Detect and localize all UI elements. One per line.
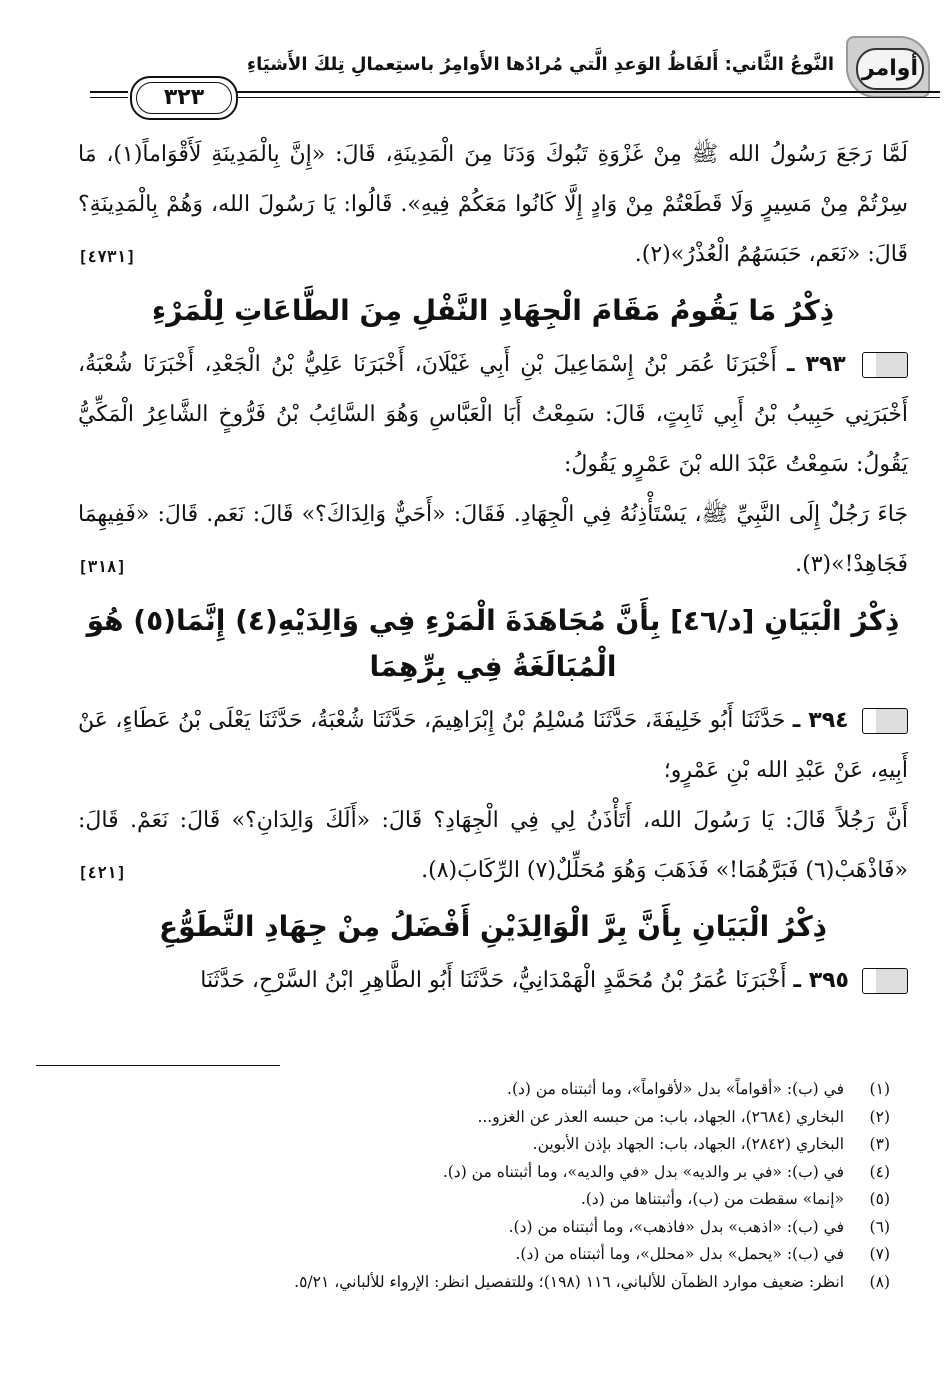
footnote-text: البخاري (٢٨٤٢)، الجهاد، باب: الجهاد بإذن الأبوين. (532, 1135, 844, 1153)
footnote (100, 1159, 890, 1187)
section-badge (846, 36, 930, 98)
hadith-text-content: جَاءَ رَجُلٌ إِلَى النَّبِيِّ ﷺ، يَسْتَأْذِنُهُ فِي الْجِهَادِ. فَقَالَ: «أَحَيٌّ وَالِدَاكَ؟» قَالَ: نَعَم. قَالَ: «فَفِيهِمَا فَجَاهِدْ!»(٣). (78, 502, 908, 577)
footnote-text: في (ب): «أقواماً» بدل «لأقواماً»، وما أثبتناه من (د). (507, 1080, 844, 1098)
footnote-number: (٤) (869, 1162, 890, 1181)
footnote (100, 1186, 890, 1214)
isnad-paragraph (78, 956, 908, 1006)
footnote-number: (٧) (869, 1245, 890, 1263)
hadith-text (78, 490, 908, 590)
footnotes (100, 1076, 890, 1296)
hadith-marker-icon (862, 968, 908, 994)
page-header (60, 36, 930, 116)
badge-label: أوامر (856, 48, 924, 90)
footnote-text: في (ب): «اذهب» بدل «فاذهب»، وما أثبتناه من (د). (508, 1217, 844, 1236)
reference-number: [٤٢١] (78, 863, 127, 882)
hadith-number: ٣٩٤ ـ (792, 708, 849, 733)
header-rule (236, 97, 940, 98)
hadith-marker-icon (862, 708, 908, 734)
footnote-number: (٥) (869, 1190, 890, 1208)
footnote-text: «إنما» سقطت من (ب)، وأثبتناها من (د). (580, 1190, 844, 1208)
footnote-separator (36, 1065, 280, 1066)
reference-number: [٣١٨] (78, 557, 127, 576)
chapter-heading: ذِكْرُ الْبَيَانِ بِأَنَّ بِرَّ الْوَالِدَيْنِ أَفْضَلُ مِنْ جِهَادِ التَّطَوُّعِ (158, 910, 828, 943)
hadith-marker-icon (862, 352, 908, 378)
header-rule (236, 91, 940, 93)
isnad-text: أَخْبَرَنَا عُمَرُ بْنُ مُحَمَّدٍ الْهَمْدَانِيُّ، حَدَّثَنَا أَبُو الطَّاهِرِ ابْنُ السَّرْحِ، حَدَّثَنَا (200, 968, 787, 993)
header-rule (90, 97, 128, 98)
footnote-text: في (ب): «يحمل» بدل «محلل»، وما أثبتناه من (د). (515, 1245, 844, 1263)
footnote-number: (٣) (869, 1135, 890, 1153)
footnote (100, 1131, 890, 1159)
isnad-paragraph (78, 340, 908, 490)
isnad-text: حَدَّثَنَا أَبُو خَلِيفَةَ، حَدَّثَنَا مُسْلِمُ بْنُ إِبْرَاهِيمَ، حَدَّثَنَا شُعْبَةُ، حَدَّثَنَا يَعْلَى بْنُ عَطَاءٍ، عَنْ أَبِيهِ، عَنْ عَبْدِ الله بْنِ عَمْرٍو؛ (78, 708, 908, 783)
footnote (100, 1076, 890, 1104)
footnote-text: في (ب): «في بر والديه» بدل «في والديه»، وما أثبتناه من (د). (442, 1162, 844, 1181)
header-rule (90, 91, 128, 93)
hadith-text-content: أَنَّ رَجُلاً قَالَ: يَا رَسُولَ الله، أَتَأْذَنُ لِي فِي الْجِهَادِ؟ قَالَ: «أَلَكَ وَالِدَانِ؟» قَالَ: نَعَمْ. قَالَ: «فَاذْهَبْ(٦) فَبَرَّهُمَا!» فَذَهَبَ وَهُوَ مُحَلِّلٌ(٧) الرِّكَابَ(٨). (78, 808, 908, 883)
hadith-number: ٣٩٣ ـ (787, 352, 846, 377)
footnote (100, 1214, 890, 1242)
footnote (100, 1241, 890, 1269)
hadith-number: ٣٩٥ ـ (793, 968, 849, 993)
running-title: النَّوعُ الثَّاني: أَلفَاظُ الوَعدِ الَّتي مُرادُها الأَوامِرُ باستِعمالِ تِلكَ الأَشيَاءِ (246, 54, 834, 75)
footnote-number: (٢) (869, 1107, 890, 1126)
isnad-paragraph (78, 696, 908, 796)
chapter-heading: ذِكْرُ مَا يَقُومُ مَقَامَ الْجِهَادِ النَّفْلِ مِنَ الطَّاعَاتِ لِلْمَرْءِ (151, 294, 835, 327)
footnote-number: (٦) (869, 1217, 890, 1236)
hadith-text (78, 796, 908, 896)
hadith-text (78, 130, 908, 280)
footnote (100, 1269, 890, 1297)
footnote-text: البخاري (٢٦٨٤)، الجهاد، باب: من حبسه العذر عن الغزو... (477, 1107, 844, 1126)
page-number-box (130, 76, 238, 120)
footnote-number: (١) (869, 1080, 890, 1098)
main-text (78, 130, 908, 1006)
footnote-number: (٨) (869, 1272, 890, 1291)
footnote (100, 1104, 890, 1132)
isnad-text: أَخْبَرَنَا عُمَر بْنُ إِسْمَاعِيلَ بْنِ أَبِي غَيْلَانَ، أَخْبَرَنَا عَلِيُّ بْنُ الْجَعْدِ، أَخْبَرَنَا شُعْبَةُ، أَخْبَرَنِي حَبِيبُ بْنُ أَبِي ثَابِتٍ، قَالَ: سَمِعْتُ أَبَا الْعَبَّاسِ وَهُوَ السَّائِبُ بْنُ فَرُّوخٍ الشَّاعِرُ الْمَكِّيُّ يَقُولُ: سَمِعْتُ عَبْدَ الله بْنَ عَمْرٍو يَقُولُ: (78, 352, 908, 477)
page-number: ٣٢٣ (136, 82, 232, 114)
reference-number: [٤٧٣١] (78, 247, 136, 266)
chapter-heading: ذِكْرُ الْبَيَانِ [د/٤٦] بِأَنَّ مُجَاهَدَةَ الْمَرْءِ فِي وَالِدَيْهِ(٤) إِنَّمَا(٥) هُوَ الْمُبَالَغَةُ فِي بِرِّهِمَا (86, 604, 900, 683)
hadith-text-content: لَمَّا رَجَعَ رَسُولُ الله ﷺ مِنْ غَزْوَةِ تَبُوكَ وَدَنَا مِنَ الْمَدِينَةِ، قَالَ: «إِنَّ بِالْمَدِينَةِ لَأَقْوَاماً(١)، مَا سِرْتُمْ مِنْ مَسِيرٍ وَلَا قَطَعْتُمْ مِنْ وَادٍ إِلَّا كَانُوا مَعَكُمْ فِيهِ». قَالُوا: يَا رَسُولَ الله، وَهُمْ بِالْمَدِينَةِ؟ قَالَ: «نَعَم، حَبَسَهُمُ الْعُذْرُ»(٢). (78, 142, 908, 267)
footnote-text: انظر: ضعيف موارد الظمآن للألباني، ١١٦ (١٩٨)؛ وللتفصيل انظر: الإرواء للألباني، ٥/٢١. (294, 1272, 844, 1291)
